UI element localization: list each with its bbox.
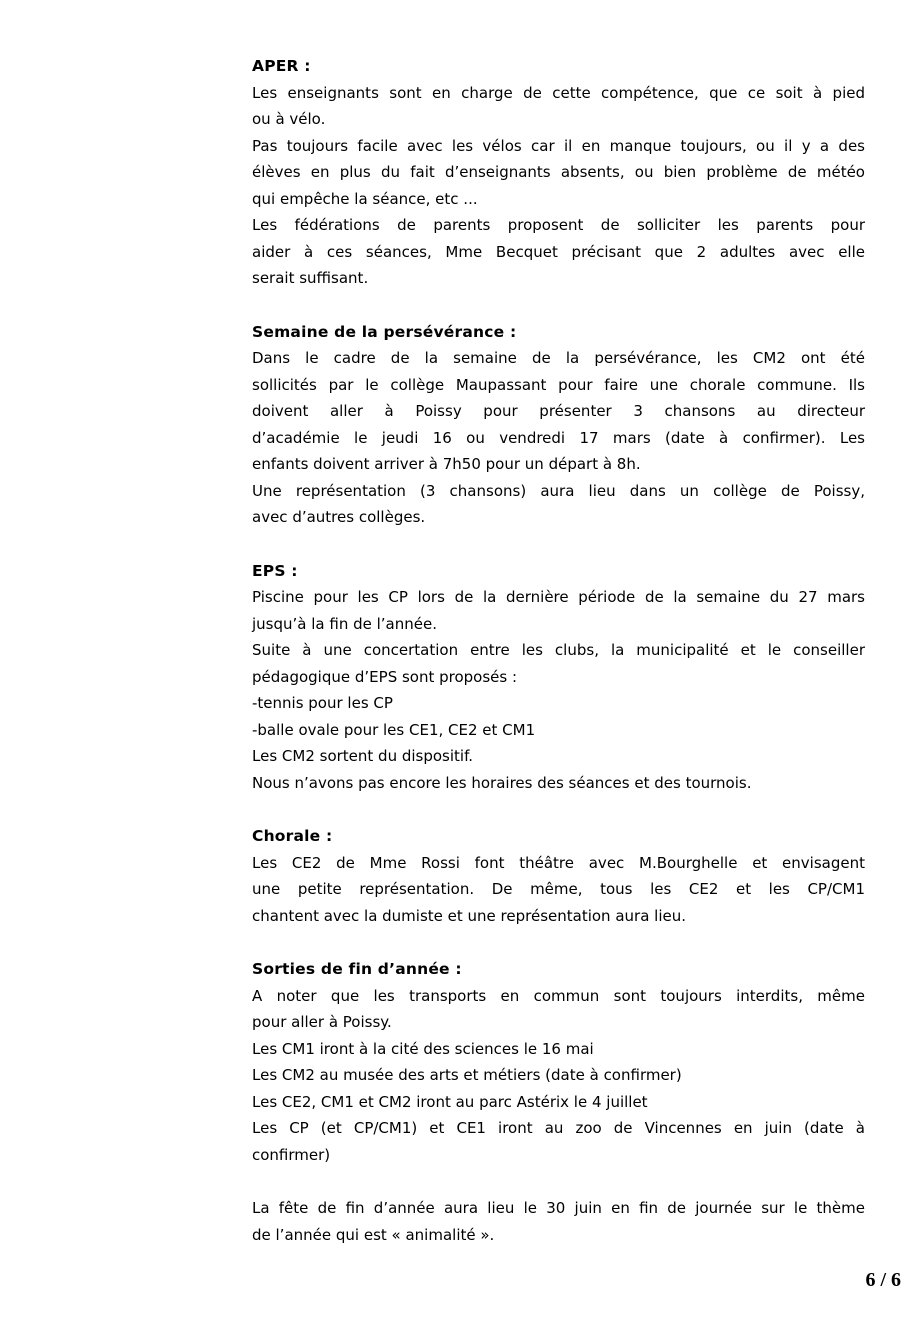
text-line: Pas toujours facile avec les vélos car il en manque toujours, ou il y a des: [252, 136, 865, 155]
document-content: [252, 53, 865, 1248]
paragraph: [252, 637, 865, 690]
text-line: Dans le cadre de la semaine de la persévérance, les CM2 ont été: [252, 349, 865, 367]
paragraph: [252, 345, 865, 478]
section-semaine-perseverance: [252, 319, 865, 531]
text-line: Les CM2 au musée des arts et métiers (date à confirmer): [252, 1066, 682, 1084]
paragraph: [252, 1115, 865, 1168]
section-heading: EPS :: [252, 561, 298, 580]
paragraph: [252, 1036, 865, 1063]
text-line: enfants doivent arriver à 7h50 pour un départ à 8h.: [252, 455, 641, 473]
text-line: élèves en plus du fait d’enseignants absents, ou bien problème de météo: [252, 163, 865, 181]
paragraph: [252, 212, 865, 292]
section-heading: Chorale :: [252, 827, 333, 845]
text-line: A noter que les transports en commun sont toujours interdits, même: [252, 986, 865, 1005]
section-aper: [252, 53, 865, 292]
section-heading: Semaine de la persévérance :: [252, 322, 517, 341]
paragraph: [252, 1195, 865, 1248]
section-heading: APER :: [252, 57, 311, 75]
paragraph: [252, 133, 865, 213]
paragraph: [252, 1062, 865, 1089]
text-line: chantent avec la dumiste et une représentation aura lieu.: [252, 906, 686, 925]
section-sorties-fin-annee: [252, 956, 865, 1168]
text-line: Les CE2 de Mme Rossi font théâtre avec M.Bourghelle et envisagent: [252, 853, 865, 872]
section-heading: Sorties de fin d’année :: [252, 960, 462, 978]
section-chorale: [252, 823, 865, 929]
paragraph: [252, 743, 865, 770]
paragraph: [252, 584, 865, 637]
text-line: -tennis pour les CP: [252, 694, 393, 712]
text-line: serait suffisant.: [252, 269, 369, 287]
text-line: La fête de fin d’année aura lieu le 30 juin en fin de journée sur le thème: [252, 1199, 865, 1217]
paragraph: [252, 478, 865, 531]
text-line: jusqu’à la fin de l’année.: [252, 614, 437, 633]
text-line: Piscine pour les CP lors de la dernière période de la semaine du 27 mars: [252, 588, 865, 606]
text-line: Les CE2, CM1 et CM2 iront au parc Astérix le 4 juillet: [252, 1092, 648, 1111]
paragraph: [252, 850, 865, 930]
paragraph: [252, 80, 865, 133]
text-line: pédagogique d’EPS sont proposés :: [252, 667, 518, 686]
text-line: Suite à une concertation entre les clubs, la municipalité et le conseiller: [252, 641, 865, 659]
text-line: confirmer): [252, 1145, 331, 1164]
paragraph: [252, 983, 865, 1036]
text-line: Nous n’avons pas encore les horaires des séances et des tournois.: [252, 773, 752, 792]
text-line: une petite représentation. De même, tous les CE2 et les CP/CM1: [252, 880, 865, 898]
text-line: Les fédérations de parents proposent de solliciter les parents pour: [252, 216, 865, 234]
text-line: Une représentation (3 chansons) aura lieu dans un collège de Poissy,: [252, 481, 865, 500]
text-line: -balle ovale pour les CE1, CE2 et CM1: [252, 720, 536, 739]
text-line: d’académie le jeudi 16 ou vendredi 17 mars (date à confirmer). Les: [252, 428, 865, 447]
paragraph: [252, 690, 865, 717]
paragraph: [252, 770, 865, 797]
page-number: 6 / 6: [865, 1269, 901, 1291]
text-line: Les CP (et CP/CM1) et CE1 iront au zoo de Vincennes en juin (date à: [252, 1119, 865, 1137]
text-line: aider à ces séances, Mme Becquet précisant que 2 adultes avec elle: [252, 242, 865, 261]
section-eps: [252, 558, 865, 797]
text-line: Les CM1 iront à la cité des sciences le 16 mai: [252, 1039, 594, 1058]
text-line: sollicités par le collège Maupassant pour faire une chorale commune. Ils: [252, 375, 865, 394]
text-line: pour aller à Poissy.: [252, 1013, 392, 1031]
text-line: qui empêche la séance, etc ...: [252, 189, 478, 208]
text-line: ou à vélo.: [252, 110, 326, 128]
text-line: doivent aller à Poissy pour présenter 3 chansons au directeur: [252, 402, 865, 420]
paragraph: [252, 717, 865, 744]
text-line: Les enseignants sont en charge de cette compétence, que ce soit à pied: [252, 83, 865, 102]
section-fete-fin-annee: [252, 1195, 865, 1248]
text-line: avec d’autres collèges.: [252, 508, 426, 526]
paragraph: [252, 1089, 865, 1116]
text-line: de l’année qui est « animalité ».: [252, 1225, 495, 1244]
text-line: Les CM2 sortent du dispositif.: [252, 747, 474, 765]
